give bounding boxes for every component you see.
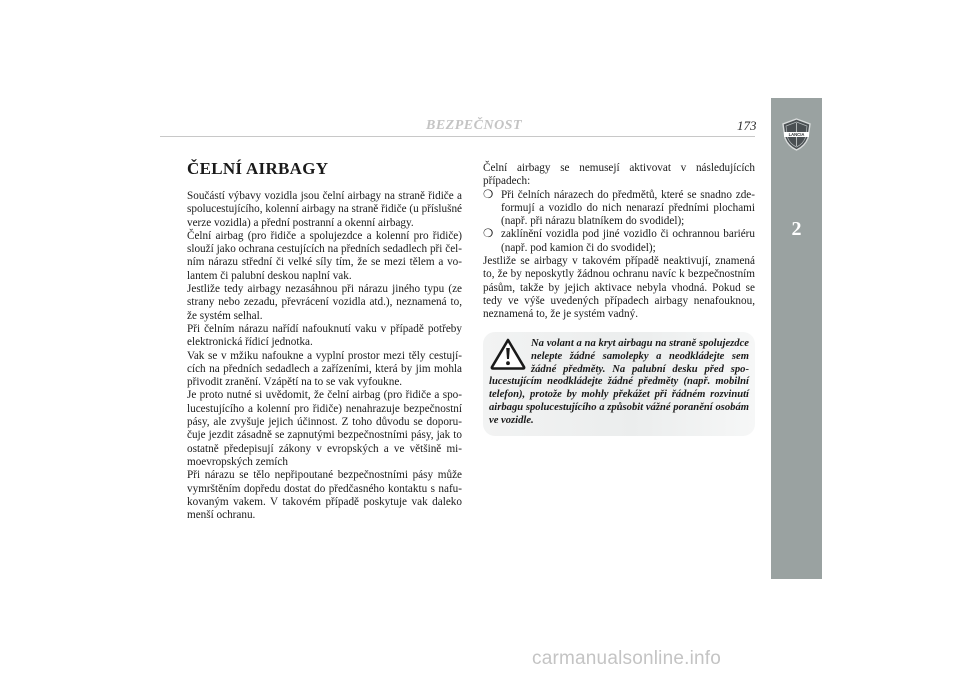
list-item <box>483 189 755 229</box>
logo-text: LANCIA <box>788 132 805 138</box>
chapter-sidebar <box>771 98 822 579</box>
warning-text-content: Na volant a na kryt airbagu na straně spolujezdce nelepte žádné samolepky a neodkládejte sem žádné předměty. Na palubní desku před spolucestujícím neodkládejte žádné předměty (např. mobilní telefon), protože by mohly překážet při řádném rozvinutí airbagu spolucestujícího a způsobit vážné poranění osobám ve vozidle. <box>489 338 749 426</box>
header-section-title: BEZPEČNOST <box>426 118 523 133</box>
header-rule <box>160 136 755 137</box>
paragraph: Při nárazu se tělo nepřipoutané bezpečnostními pásy může vymrštěním dopředu dostat do předčasného kontaktu s nafukovaným vakem. V takovém případě poskytuje vak daleko menší ochranu. <box>187 469 462 522</box>
lancia-logo-icon <box>780 118 813 151</box>
paragraph: Vak se v mžiku nafoukne a vyplní prostor mezi těly cestujících na předních sedadlech a zařízeními, která by jim mohla přivodit zranění. Vzápětí na to se vak vyfoukne. <box>187 349 462 389</box>
chapter-number: 2 <box>791 218 802 240</box>
watermark: carmanualsonline.info <box>532 648 722 669</box>
page-number: 173 <box>737 118 757 133</box>
bullet-circle-icon: ❍ <box>483 228 494 241</box>
list-item-text: zaklínění vozidla pod jiné vozidlo či ochrannou bariéru (např. pod kamion či do svodidel); <box>501 228 755 254</box>
paragraph: Čelní airbag (pro řidiče a spolujezdce a kolenní pro řidiče) slouží jako ochrana cestujících na předních sedadlech při čelním nárazu střední či velké síly tím, že se mezi tělem a volantem či palubní deskou naplní vak. <box>187 229 462 282</box>
warning-text <box>489 338 749 428</box>
bullet-list <box>483 189 755 255</box>
warning-box <box>483 332 755 436</box>
section-title: ČELNÍ AIRBAGY <box>187 159 329 178</box>
outro-paragraph: Jestliže se airbagy v takovém případě neaktivují, znamená to, že by neposkytly žádnou ochranu navíc k bezpečnostním pásům, takže by jejich aktivace nebyla vhodná. Pokud se tedy ve výše uvedených případech airbagy nenafouknou, neznamená to, že je systém vadný. <box>483 255 755 321</box>
paragraph: Součástí výbavy vozidla jsou čelní airbagy na straně řidiče a spolucestujícího, kolenní airbagy na straně řidiče (u příslušné verze vozidla) a přední postranní a okenní airbagy. <box>187 190 462 229</box>
list-item-text: Při čelních nárazech do předmětů, které se snadno zdeformují a vozidlo do nich nenarazí předními plochami (např. při nárazu blatníkem do svodidel); <box>501 188 755 228</box>
paragraph: Jestliže tedy airbagy nezasáhnou při nárazu jiného typu (ze strany nebo zezadu, převrácení vozidla atd.), neznamená to, že systém selhal. <box>187 283 462 322</box>
paragraph: Je proto nutné si uvědomit, že čelní airbag (pro řidiče a spolucestujícího a kolenní pro řidiče) nenahrazuje bezpečnostní pásy, ale zvyšuje jejich účinnost. Z toho důvodu se doporučuje jezdit zásadně se zapnutými bezpečnostními pásy, jak to ostatně předepisují zákony v evropských a ve většině mimoevropských zemích <box>187 389 462 468</box>
bullet-circle-icon: ❍ <box>483 188 494 201</box>
left-column <box>187 158 462 522</box>
intro-paragraph: Čelní airbagy se nemusejí aktivovat v následujících případech: <box>483 162 755 188</box>
paragraph: Při čelním nárazu nařídí nafouknutí vaku v případě potřeby elektronická řídicí jednotka. <box>187 322 462 349</box>
right-column <box>483 162 755 322</box>
warning-triangle-icon <box>490 338 526 370</box>
list-item <box>483 228 755 255</box>
